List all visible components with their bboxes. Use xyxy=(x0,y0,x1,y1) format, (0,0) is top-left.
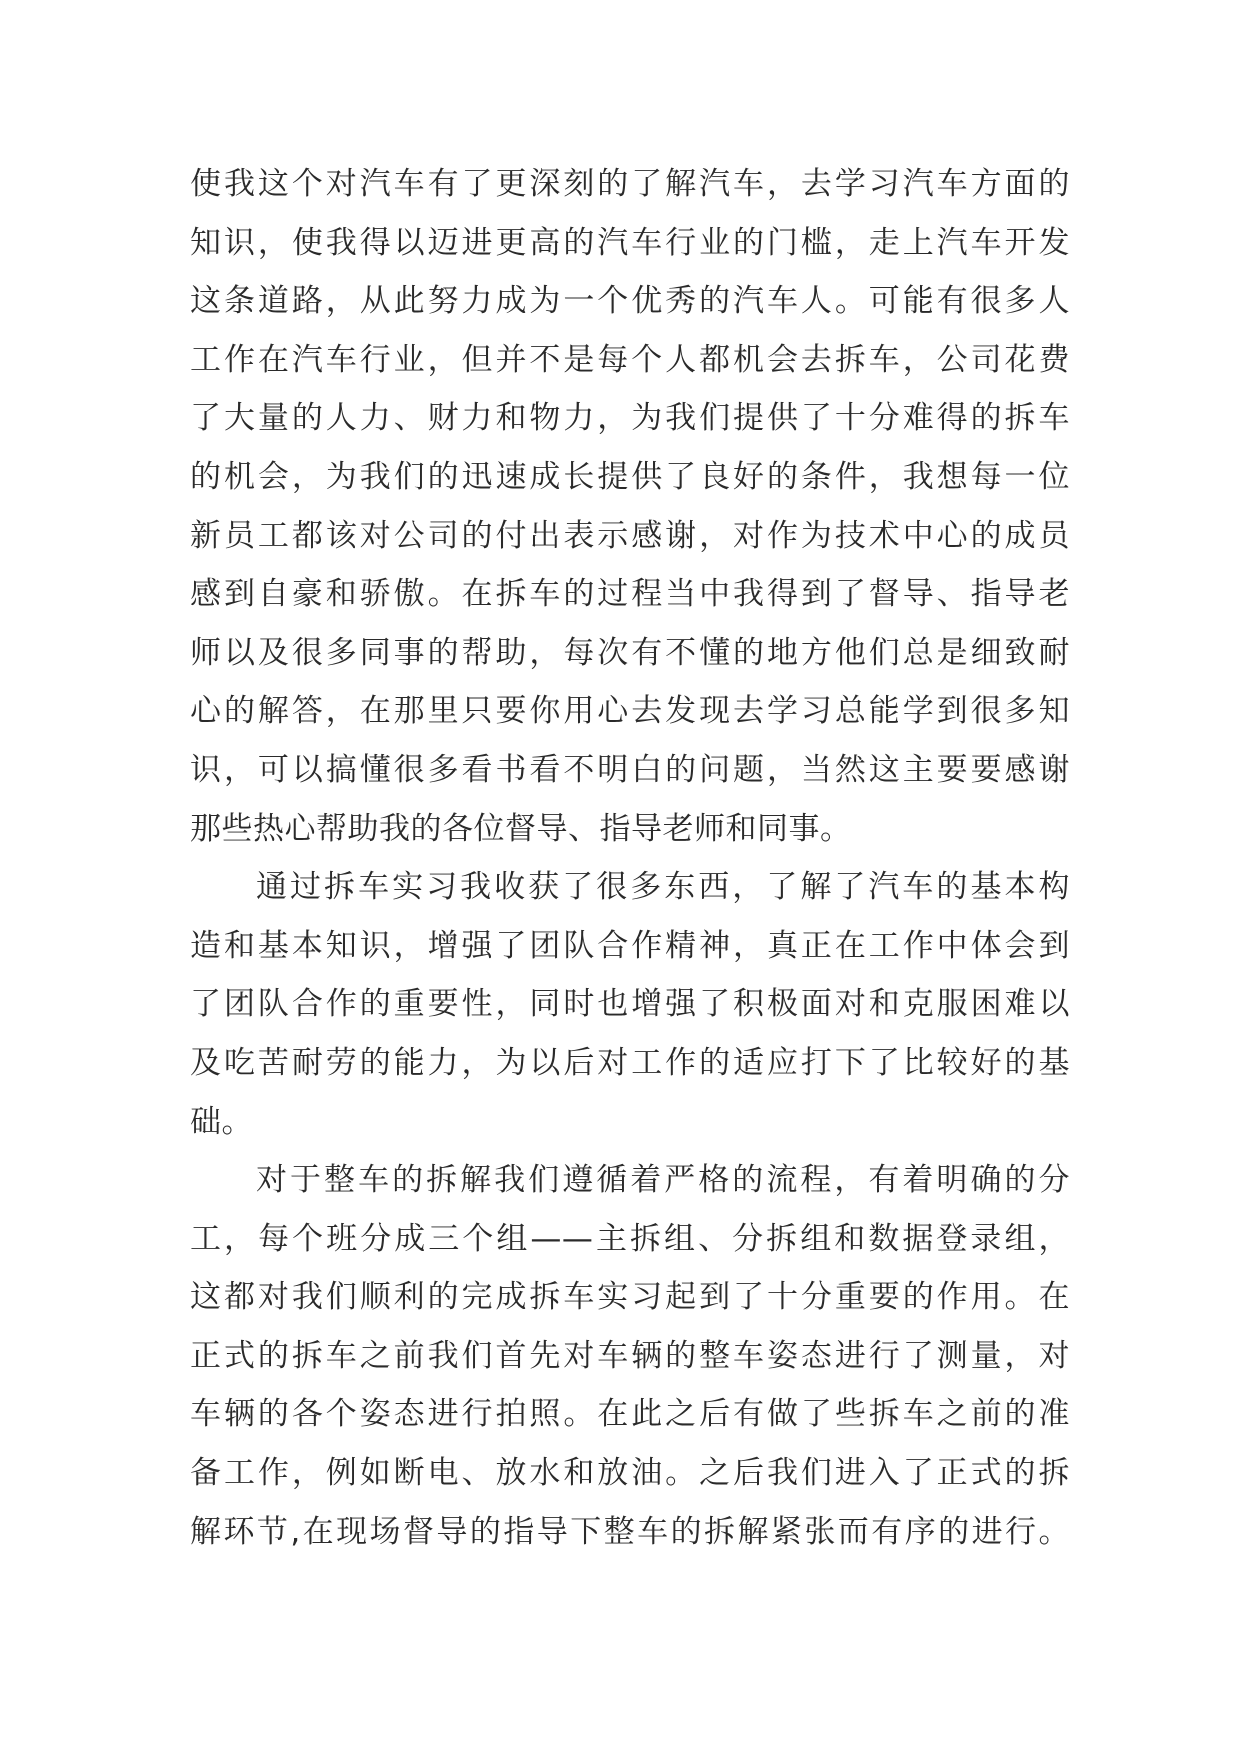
text-line: 正式的拆车之前我们首先对车辆的整车姿态进行了测量，对 xyxy=(190,1337,1070,1374)
text-line: 感到自豪和骄傲。在拆车的过程当中我得到了督导、指导老 xyxy=(190,576,1070,613)
text-line: 工作在汽车行业，但并不是每个人都机会去拆车，公司花费 xyxy=(190,341,1070,378)
text-line: 使我这个对汽车有了更深刻的了解汽车，去学习汽车方面的 xyxy=(190,166,1070,202)
text-line: 及吃苦耐劳的能力，为以后对工作的适应打下了比较好的基 xyxy=(190,1044,1070,1081)
text-line: 工，每个班分成三个组——主拆组、分拆组和数据登录组， xyxy=(190,1220,1070,1257)
paragraph xyxy=(190,155,1070,858)
text-line: 这条道路，从此努力成为一个优秀的汽车人。可能有很多人 xyxy=(190,283,1070,320)
text-line: 础。 xyxy=(190,1103,253,1140)
paragraph xyxy=(190,858,1070,1151)
text-line: 识，可以搞懂很多看书看不明白的问题，当然这主要要感谢 xyxy=(190,751,1070,788)
text-line: 车辆的各个姿态进行拍照。在此之后有做了些拆车之前的准 xyxy=(190,1396,1070,1433)
text-line: 新员工都该对公司的付出表示感谢，对作为技术中心的成员 xyxy=(190,517,1070,554)
text-line: 对于整车的拆解我们遵循着严格的流程，有着明确的分 xyxy=(256,1162,1070,1199)
text-line: 那些热心帮助我的各位督导、指导老师和同事。 xyxy=(190,810,852,847)
text-line: 备工作，例如断电、放水和放油。之后我们进入了正式的拆 xyxy=(190,1455,1070,1492)
text-line: 心的解答，在那里只要你用心去发现去学习总能学到很多知 xyxy=(190,693,1070,730)
text-line: 的机会，为我们的迅速成长提供了良好的条件，我想每一位 xyxy=(190,458,1070,495)
text-line: 知识，使我得以迈进更高的汽车行业的门槛，走上汽车开发 xyxy=(190,224,1070,261)
text-line: 造和基本知识，增强了团队合作精神，真正在工作中体会到 xyxy=(190,927,1070,964)
text-line: 了团队合作的重要性，同时也增强了积极面对和克服困难以 xyxy=(190,986,1070,1023)
text-line: 通过拆车实习我收获了很多东西，了解了汽车的基本构 xyxy=(256,869,1070,906)
text-line: 这都对我们顺利的完成拆车实习起到了十分重要的作用。在 xyxy=(190,1279,1070,1316)
text-line: 解环节,在现场督导的指导下整车的拆解紧张而有序的进行。 xyxy=(190,1513,1070,1550)
text-line: 了大量的人力、财力和物力，为我们提供了十分难得的拆车 xyxy=(190,400,1070,437)
document-body xyxy=(190,155,1070,1561)
paragraph xyxy=(190,1151,1070,1561)
text-line: 师以及很多同事的帮助，每次有不懂的地方他们总是细致耐 xyxy=(190,634,1070,671)
